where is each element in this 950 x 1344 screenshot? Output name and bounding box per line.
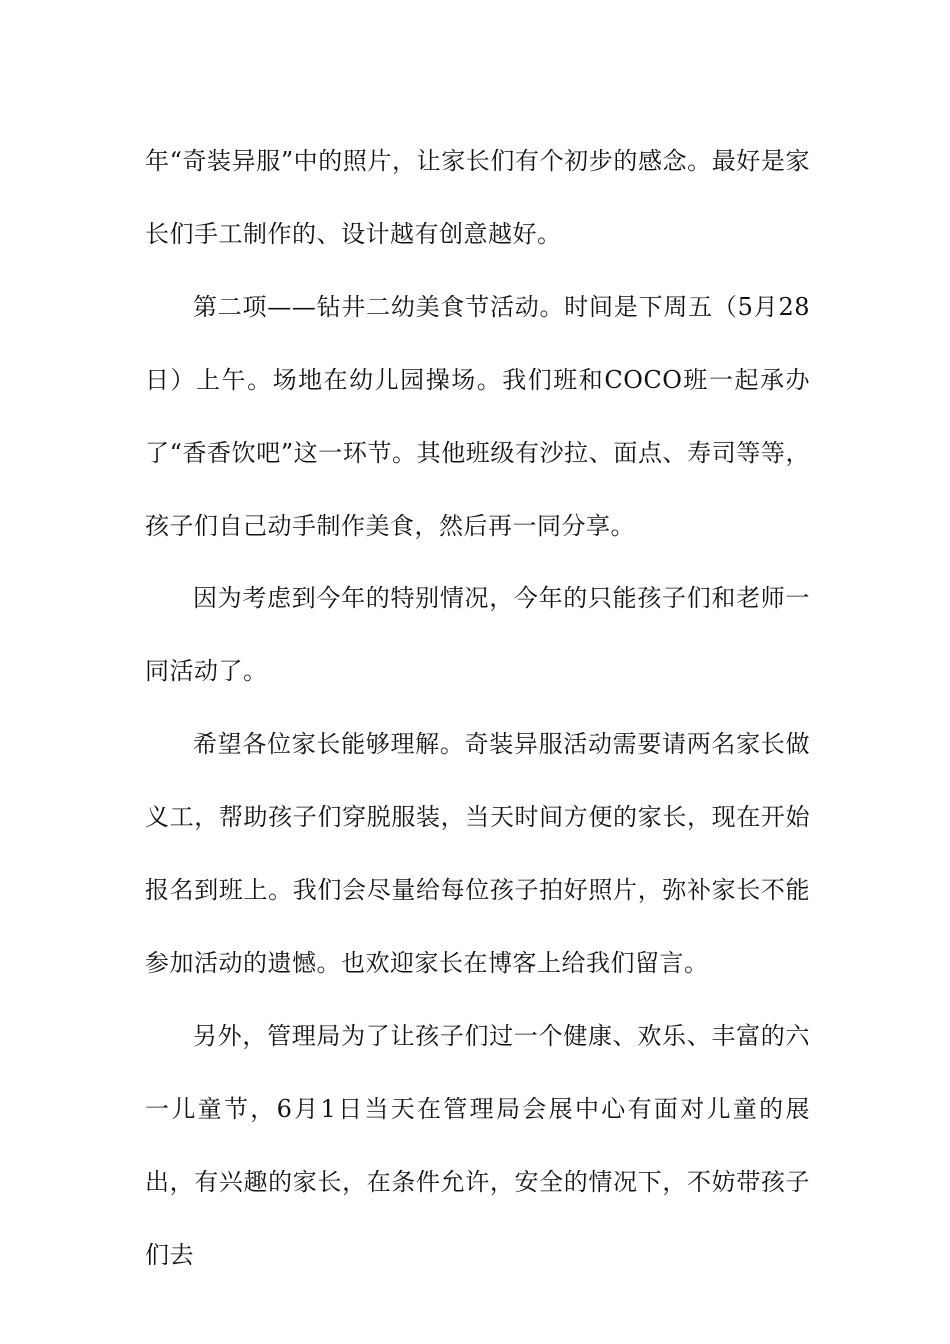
paragraph-continuation: 年“奇装异服”中的照片，让家长们有个初步的感念。最好是家长们手工制作的、设计越有创意越好。 (145, 147, 810, 248)
paragraph-childrens-day: 另外，管理局为了让孩子们过一个健康、欢乐、丰富的六一儿童节，6月1日当天在管理局会展中心有面对儿童的展出，有兴趣的家长，在条件允许，安全的情况下，不妨带孩子们去 (145, 1021, 810, 1269)
paragraph-volunteer-request: 希望各位家长能够理解。奇装异服活动需要请两名家长做义工，帮助孩子们穿脱服装，当天时间方便的家长，现在开始报名到班上。我们会尽量给每位孩子拍好照片，弥补家长不能参加活动的遗憾。也欢迎家长在博客上给我们留言。 (145, 730, 810, 977)
document-body (145, 125, 810, 1292)
paragraph-food-festival: 第二项——钻井二幼美食节活动。时间是下周五（5月28日）上午。场地在幼儿园操场。我们班和COCO班一起承办了“香香饮吧”这一环节。其他班级有沙拉、面点、寿司等等，孩子们自己动手制作美食，然后再一同分享。 (145, 292, 810, 540)
paragraph-special-situation: 因为考虑到今年的特别情况，今年的只能孩子们和老师一同活动了。 (145, 584, 810, 686)
